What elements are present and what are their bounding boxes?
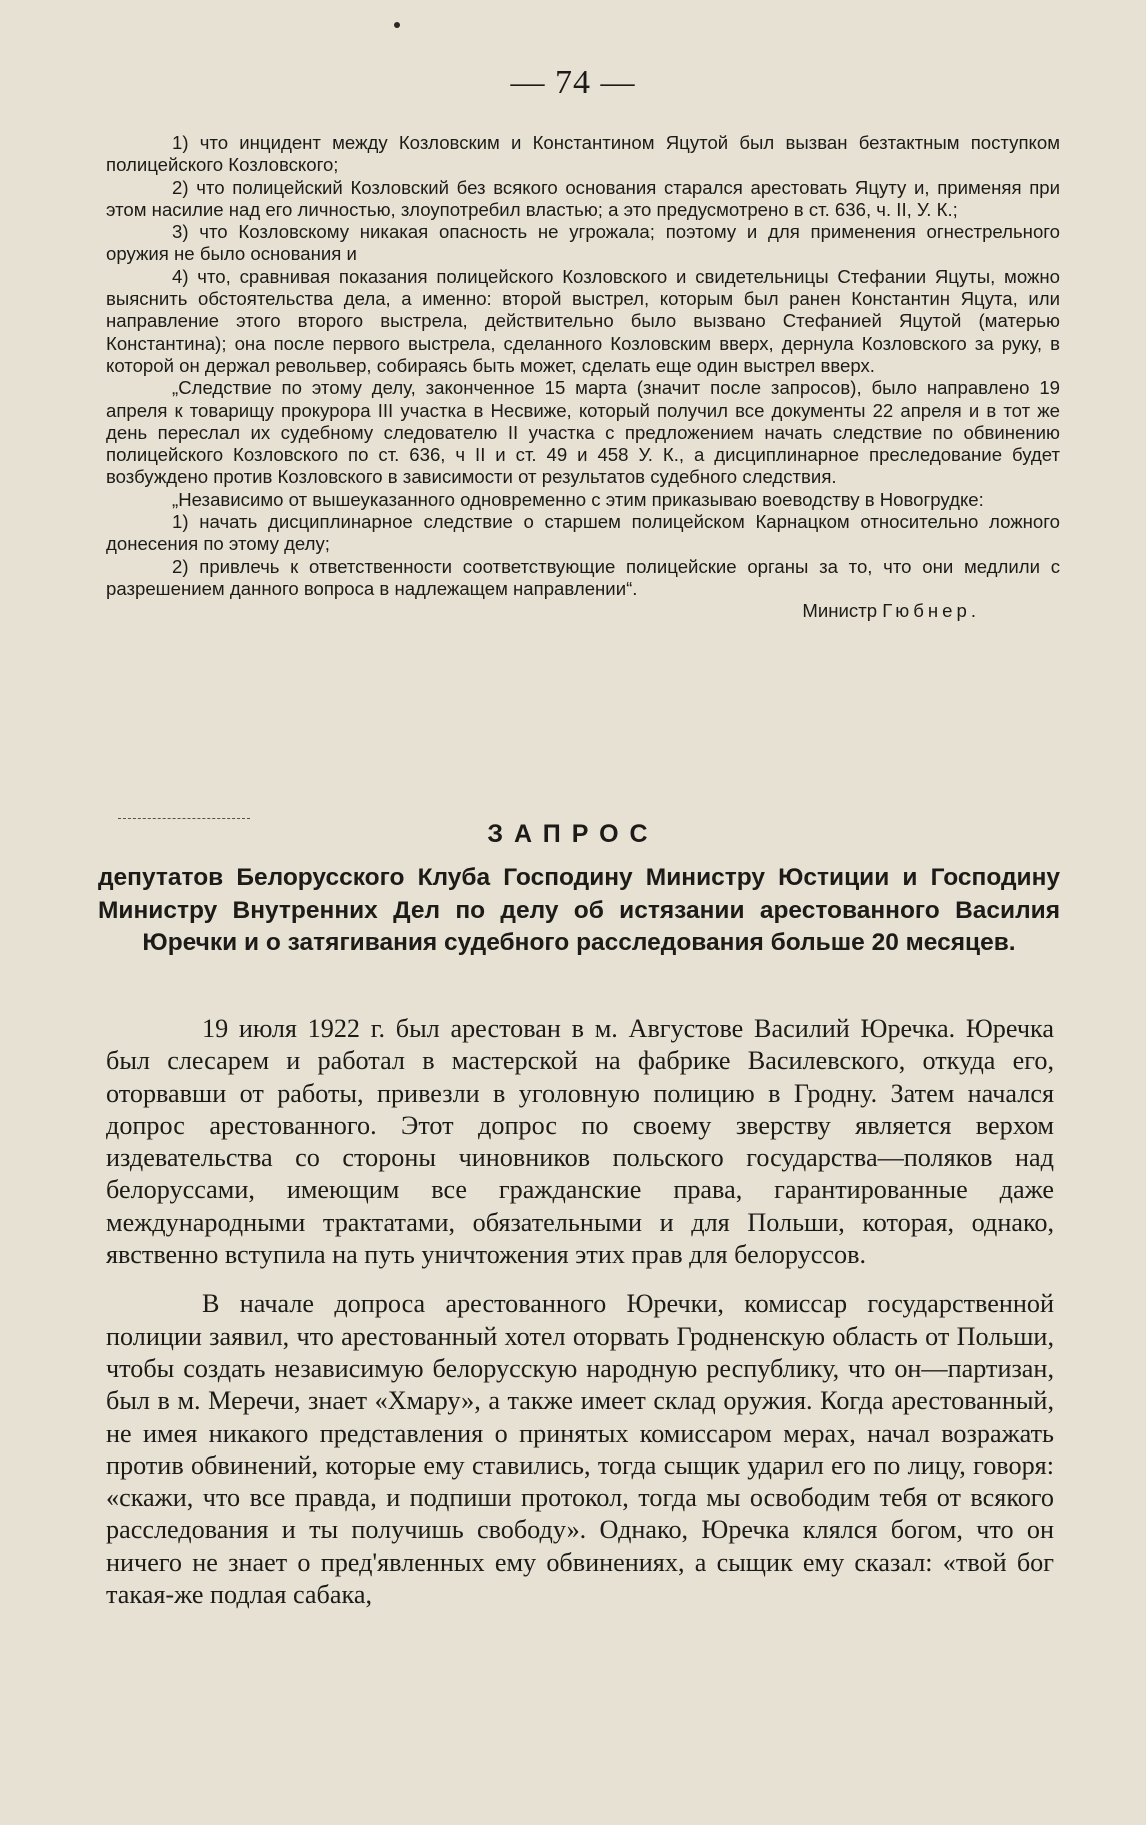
zapros-title: ЗАПРОС [487, 820, 659, 848]
signature-name: Гюбнер. [882, 600, 980, 622]
page-number: — 74 — [510, 64, 636, 101]
separator-line [118, 818, 250, 819]
investigation-paragraph: „Следствие по этому делу, законченное 15 марта (значит после запросов), было направлено 19 апреля к товарищу прокурора III участка в Несвиже, который получил все документы 22 апреля и в тот же день переслал их судебному следователю II участка с предложением начать следствие по обвинению полицейского Козловского по ст. 636, ч II и ст. 49 и 458 У. К., а дисциплинарное преследование будет возбуждено против Козловского в зависимости от результатов судебного следствия. [106, 377, 1060, 488]
zapros-subtitle: депутатов Белорусского Клуба Господину Министру Юстиции и Господину Министру Внутренних Дел по делу об истязании арестованного Василия Юречки и о затягивания судебного расследования больше 20 месяцев. [98, 864, 1060, 956]
body-paragraph-2: В начале допроса арестованного Юречки, комиссар государственной полиции заявил, что арестованный хотел оторвать Гродненскую область от Польши, чтобы создать независимую белорусскую народную республику, что он—партизан, был в м. Меречи, знает «Хмару», а также имеет склад оружия. Когда арестованный, не имея никакого представления о принятых комиссаром мерах, начал возражать против обвинений, которые ему ставились, тогда сыщик ударил его по лицу, говоря: «скажи, что все правда, и подпиши протокол, тогда мы освободим тебя от всякого расследования и ты получишь свободу». Однако, Юречка клялся богом, что он ничего не знает о пред'явленных ему обвинениях, а сыщик ему сказал: «твой бог такая-же подлая сабака, [106, 1289, 1054, 1610]
resolution-item-4: 4) что, сравнивая показания полицейского Козловского и свидетельницы Стефании Яцуты, можно выяснить обстоятельства дела, а именно: второй выстрел, которым был ранен Константин Яцута, или направление этого второго выстрела, действительно было вызвано Стефанией Яцутой (матерью Константина); она после первого выстрела, сделанного Козловским вверх, дернула Козловского за руку, в которой он держал револьвер, собираясь быть может, сделать еще один выстрел вверх. [106, 265, 1060, 376]
resolution-section [106, 132, 1060, 623]
resolution-item-3: 3) что Козловскому никакая опасность не угрожала; поэтому и для применения огнестрельного оружия не было основания и [106, 221, 1060, 265]
order-item-1: 1) начать дисциплинарное следствие о старшем полицейском Карнацком относительно ложного донесения по этому делу; [106, 511, 1060, 555]
ink-dot [394, 22, 400, 28]
resolution-item-2: 2) что полицейский Козловский без всякого основания старался арестовать Яцуту и, применяя при этом насилие над его личностью, злоупотребил властью; а это предусмотрено в ст. 636, ч. II, У. К.; [106, 176, 1060, 220]
order-item-2: 2) привлечь к ответственности соответствующие полицейские органы за то, что они медлили с разрешением данного вопроса в надлежащем направлении“. [106, 555, 1060, 599]
order-intro: „Независимо от вышеуказанного одновременно с этим приказываю воеводству в Новогрудке: [172, 488, 984, 510]
signature [106, 600, 1060, 622]
signature-role: Министр [802, 600, 878, 622]
resolution-item-1: 1) что инцидент между Козловским и Константином Яцутой был вызван безтактным поступком полицейского Козловского; [106, 132, 1060, 176]
zapros-body [106, 1013, 1054, 1611]
body-paragraph-1: 19 июля 1922 г. был арестован в м. Августове Василий Юречка. Юречка был слесарем и работал в мастерской на фабрике Василевского, откуда его, оторвавши от работы, привезли в уголовную полицию в Гродну. Затем начался допрос арестованного. Этот допрос по своему зверству является верхом издевательства со стороны чиновников польского государства—поляков над белоруссами, имеющим все гражданские права, гарантированные даже международными трактатами, обязательными и для Польши, которая, однако, явственно вступила на путь уничтожения этих прав для белоруссов. [106, 1014, 1054, 1270]
